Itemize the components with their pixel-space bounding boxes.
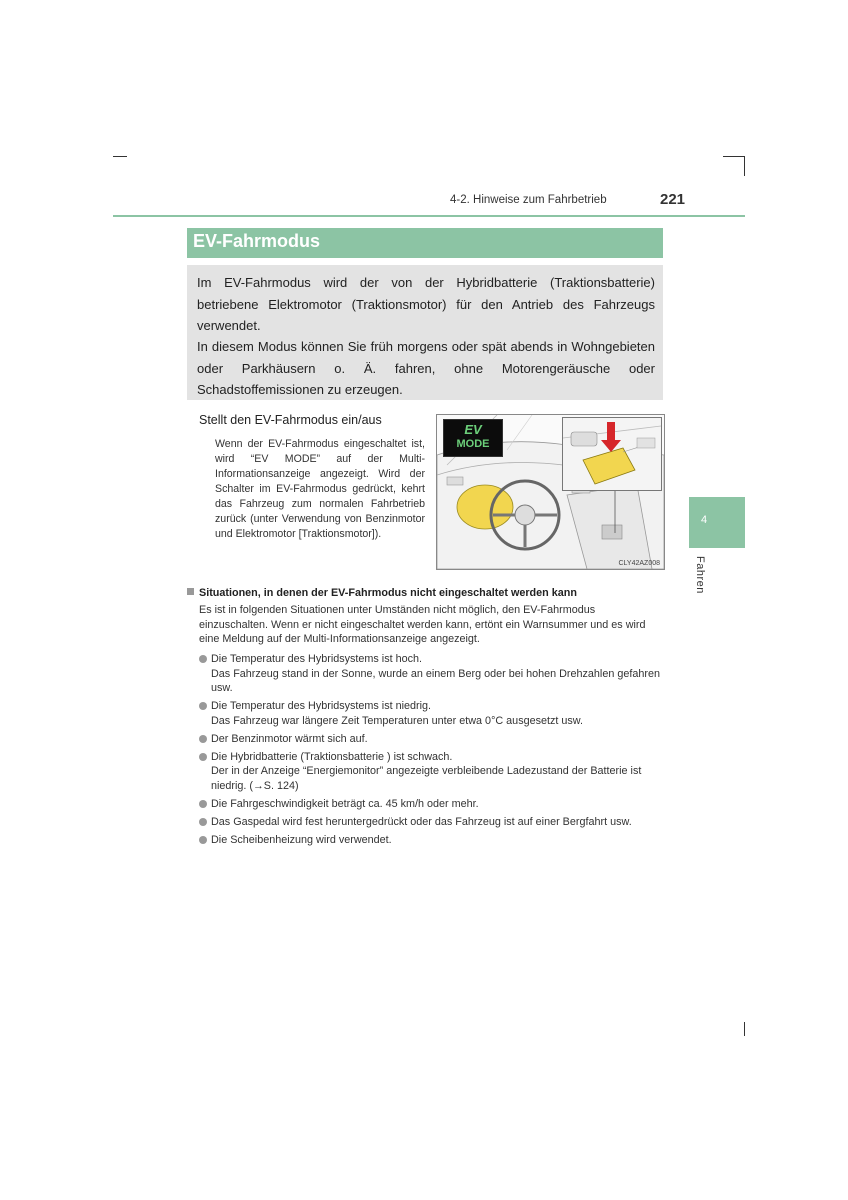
- list-item: [199, 750, 663, 794]
- chapter-name: Fahren: [694, 556, 706, 594]
- situations-heading: [187, 587, 577, 599]
- page-title: EV-Fahrmodus: [193, 231, 321, 251]
- chapter-number: 4: [700, 514, 708, 526]
- list-item: [199, 815, 663, 830]
- bullet-dot-icon: [199, 655, 207, 663]
- list-item-detail: Der in der Anzeige “Energiemonitor” angezeigte verbleibende Ladezustand der Batterie ist niedrig. (→S. 124): [211, 765, 642, 792]
- intro-box: [187, 265, 663, 400]
- illustration-code: CLY42AZ008: [618, 560, 660, 567]
- crop-mark-top-right-v: [744, 156, 745, 176]
- situations-list: [199, 652, 663, 851]
- dashboard-illustration: [436, 414, 665, 570]
- bullet-dot-icon: [199, 800, 207, 808]
- list-item-main: Die Scheibenheizung wird verwendet.: [211, 833, 392, 846]
- bullet-dot-icon: [199, 702, 207, 710]
- header-rule: [113, 215, 745, 217]
- bullet-dot-icon: [199, 836, 207, 844]
- list-item: [199, 797, 663, 812]
- chapter-tab: [689, 497, 745, 548]
- crop-mark-bottom-right: [744, 1022, 745, 1036]
- list-item: [199, 833, 663, 848]
- list-item-main: Die Hybridbatterie (Traktionsbatterie ) ist schwach.: [211, 750, 453, 763]
- ev-badge-top: EV: [464, 422, 482, 437]
- intro-paragraph-2: In diesem Modus können Sie früh morgens oder spät abends in Wohngebieten oder Parkhäusern o. Ä. fahren, ohne Motorengeräusche oder Schadstoffemissionen zu erzeugen.: [197, 339, 655, 397]
- ev-switch-drawing: [563, 418, 661, 490]
- section-label: 4-2. Hinweise zum Fahrbetrieb: [450, 194, 607, 206]
- list-item-main: Die Fahrgeschwindigkeit beträgt ca. 45 km/h oder mehr.: [211, 797, 479, 810]
- list-item: [199, 732, 663, 747]
- ev-badge-bottom: MODE: [456, 438, 490, 450]
- list-item: [199, 699, 663, 728]
- section-title-bar: [187, 228, 663, 258]
- intro-paragraph-1: Im EV-Fahrmodus wird der von der Hybridbatterie (Traktionsbatterie) betriebene Elektromotor (Traktionsmotor) für den Antrieb des Fahrzeugs verwendet.: [197, 275, 655, 333]
- crop-mark-top-left: [113, 156, 127, 157]
- lead-heading: Stellt den EV-Fahrmodus ein/aus: [199, 413, 382, 427]
- list-item-main: Die Temperatur des Hybridsystems ist niedrig.: [211, 700, 432, 712]
- crop-mark-top-right-h: [723, 156, 745, 157]
- lead-body: Wenn der EV-Fahrmodus eingeschaltet ist, wird “EV MODE” auf der Multi-Informationsanzeige angezeigt. Wird der Schalter im EV-Fahrmodus gedrückt, kehrt das Fahrzeug zum normalen Fahrbetrieb zurück (unter Verwendung von Benzinmotor und Elektromotor [Traktionsmotor]).: [215, 438, 425, 540]
- bullet-dot-icon: [199, 753, 207, 761]
- page-number: 221: [660, 191, 686, 208]
- list-item-main: Die Temperatur des Hybridsystems ist hoch.: [211, 653, 423, 665]
- list-item-main: Der Benzinmotor wärmt sich auf.: [211, 732, 368, 745]
- switch-inset: [562, 417, 662, 491]
- list-item-main: Das Gaspedal wird fest heruntergedrückt oder das Fahrzeug ist auf einer Bergfahrt usw.: [211, 815, 632, 828]
- list-item-detail: Das Fahrzeug war längere Zeit Temperaturen unter etwa 0°C ausgesetzt usw.: [211, 714, 584, 727]
- square-bullet-icon: [187, 588, 194, 595]
- list-item-detail: Das Fahrzeug stand in der Sonne, wurde an einem Berg oder bei hohen Drehzahlen gefahren usw.: [211, 667, 660, 694]
- bullet-dot-icon: [199, 818, 207, 826]
- ev-mode-indicator: [443, 419, 503, 457]
- list-item: [199, 652, 663, 696]
- bullet-dot-icon: [199, 735, 207, 743]
- situations-intro: Es ist in folgenden Situationen unter Umständen nicht möglich, den EV-Fahrmodus einzuschalten. Wenn er nicht eingeschaltet werden kann, ertönt ein Warnsummer und es wird eine Meldung auf der Multi-Informationsanzeige angezeigt.: [199, 604, 646, 645]
- situations-heading-text: Situationen, in denen der EV-Fahrmodus nicht eingeschaltet werden kann: [199, 587, 577, 599]
